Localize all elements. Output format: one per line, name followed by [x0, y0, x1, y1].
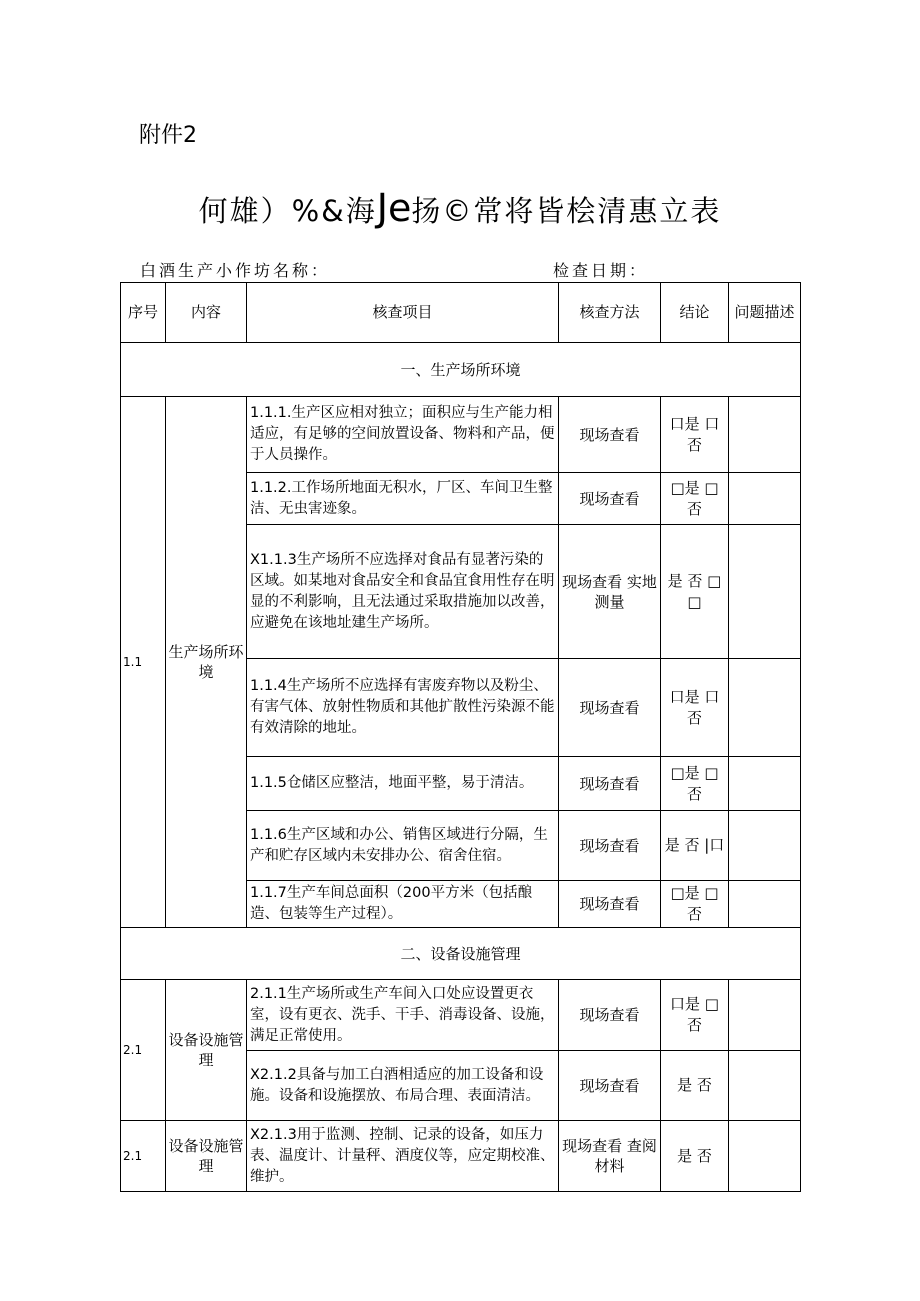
conclusion-checkbox[interactable]: 是 否 — [661, 1051, 729, 1121]
issue-cell[interactable] — [729, 1121, 801, 1192]
group-content: 设备设施管理 — [166, 1121, 247, 1192]
check-method: 现场查看 — [559, 397, 661, 473]
header-method: 核查方法 — [559, 283, 661, 343]
header-conclusion: 结论 — [661, 283, 729, 343]
group-seq: 2.1 — [121, 980, 166, 1121]
issue-cell[interactable] — [729, 525, 801, 659]
check-item: X2.1.3用于监测、控制、记录的设备，如压力表、温度计、计量秤、酒度仪等，应定期校准、维护。 — [247, 1121, 559, 1192]
check-item: X2.1.2具备与加工白酒相适应的加工设备和设施。设备和设施摆放、布局合理、表面清洁。 — [247, 1051, 559, 1121]
check-item: 1.1.7生产车间总面积（200平方米（包括酿造、包装等生产过程）。 — [247, 881, 559, 928]
header-seq: 序号 — [121, 283, 166, 343]
conclusion-checkbox[interactable]: 是 否 — [661, 1121, 729, 1192]
title-part-3: 扬©常将皆桧清惠立表 — [411, 194, 722, 228]
title-part-1: 何雄）%&海 — [198, 194, 377, 228]
check-item: X1.1.3生产场所不应选择对食品有显著污染的区域。如某地对食品安全和食品宜食用性存在明显的不利影响，且无法通过采取措施加以改善，应避免在该地址建生产场所。 — [247, 525, 559, 659]
inspection-table — [120, 282, 801, 1192]
title-part-2: Je — [376, 186, 412, 230]
header-item: 核查项目 — [247, 283, 559, 343]
issue-cell[interactable] — [729, 811, 801, 881]
header-content: 内容 — [166, 283, 247, 343]
check-item: 1.1.2.工作场所地面无积水，厂区、车间卫生整洁、无虫害迹象。 — [247, 473, 559, 525]
section-title: 一、生产场所环境 — [121, 343, 801, 397]
check-method: 现场查看 — [559, 811, 661, 881]
issue-cell[interactable] — [729, 881, 801, 928]
group-content: 生产场所环境 — [166, 397, 247, 928]
check-item: 1.1.1.生产区应相对独立；面积应与生产能力相适应，有足够的空间放置设备、物料和产品，便于人员操作。 — [247, 397, 559, 473]
inspection-date-label: 检查日期： — [553, 261, 649, 280]
conclusion-checkbox[interactable]: 口是 口否 — [661, 397, 729, 473]
check-method: 现场查看 — [559, 1051, 661, 1121]
header-row — [121, 283, 801, 343]
check-method: 现场查看 实地测量 — [559, 525, 661, 659]
group-seq: 2.1 — [121, 1121, 166, 1192]
check-item: 1.1.4生产场所不应选择有害废弃物以及粉尘、有害气体、放射性物质和其他扩散性污染源不能有效清除的地址。 — [247, 659, 559, 757]
page-title — [0, 186, 920, 230]
check-item: 2.1.1生产场所或生产车间入口处应设置更衣室，设有更衣、洗手、干手、消毒设备、设施，满足正常使用。 — [247, 980, 559, 1051]
attachment-label: 附件2 — [139, 123, 197, 148]
conclusion-checkbox[interactable]: 口是 口否 — [661, 659, 729, 757]
workshop-name-label: 白酒生产小作坊名称： — [140, 261, 331, 280]
check-method: 现场查看 — [559, 881, 661, 928]
check-item: 1.1.5仓储区应整洁，地面平整，易于清洁。 — [247, 757, 559, 811]
issue-cell[interactable] — [729, 397, 801, 473]
conclusion-checkbox[interactable]: □是 □否 — [661, 473, 729, 525]
conclusion-checkbox[interactable]: 是 否 |口 — [661, 811, 729, 881]
conclusion-checkbox[interactable]: □是 □否 — [661, 881, 729, 928]
check-method: 现场查看 查阅材料 — [559, 1121, 661, 1192]
issue-cell[interactable] — [729, 757, 801, 811]
check-method: 现场查看 — [559, 659, 661, 757]
conclusion-checkbox[interactable]: □是 □否 — [661, 757, 729, 811]
group-seq: 1.1 — [121, 397, 166, 928]
table-row — [121, 1121, 801, 1192]
section-row — [121, 928, 801, 980]
check-method: 现场查看 — [559, 980, 661, 1051]
issue-cell[interactable] — [729, 980, 801, 1051]
header-issue: 问题描述 — [729, 283, 801, 343]
conclusion-checkbox[interactable]: 口是 □否 — [661, 980, 729, 1051]
table-row — [121, 980, 801, 1051]
check-method: 现场查看 — [559, 757, 661, 811]
issue-cell[interactable] — [729, 659, 801, 757]
check-item: 1.1.6生产区域和办公、销售区域进行分隔，生产和贮存区域内未安排办公、宿舍住宿。 — [247, 811, 559, 881]
table-row — [121, 397, 801, 473]
section-title: 二、设备设施管理 — [121, 928, 801, 980]
conclusion-checkbox[interactable]: 是 否 □ □ — [661, 525, 729, 659]
group-content: 设备设施管理 — [166, 980, 247, 1121]
check-method: 现场查看 — [559, 473, 661, 525]
section-row — [121, 343, 801, 397]
issue-cell[interactable] — [729, 1051, 801, 1121]
issue-cell[interactable] — [729, 473, 801, 525]
